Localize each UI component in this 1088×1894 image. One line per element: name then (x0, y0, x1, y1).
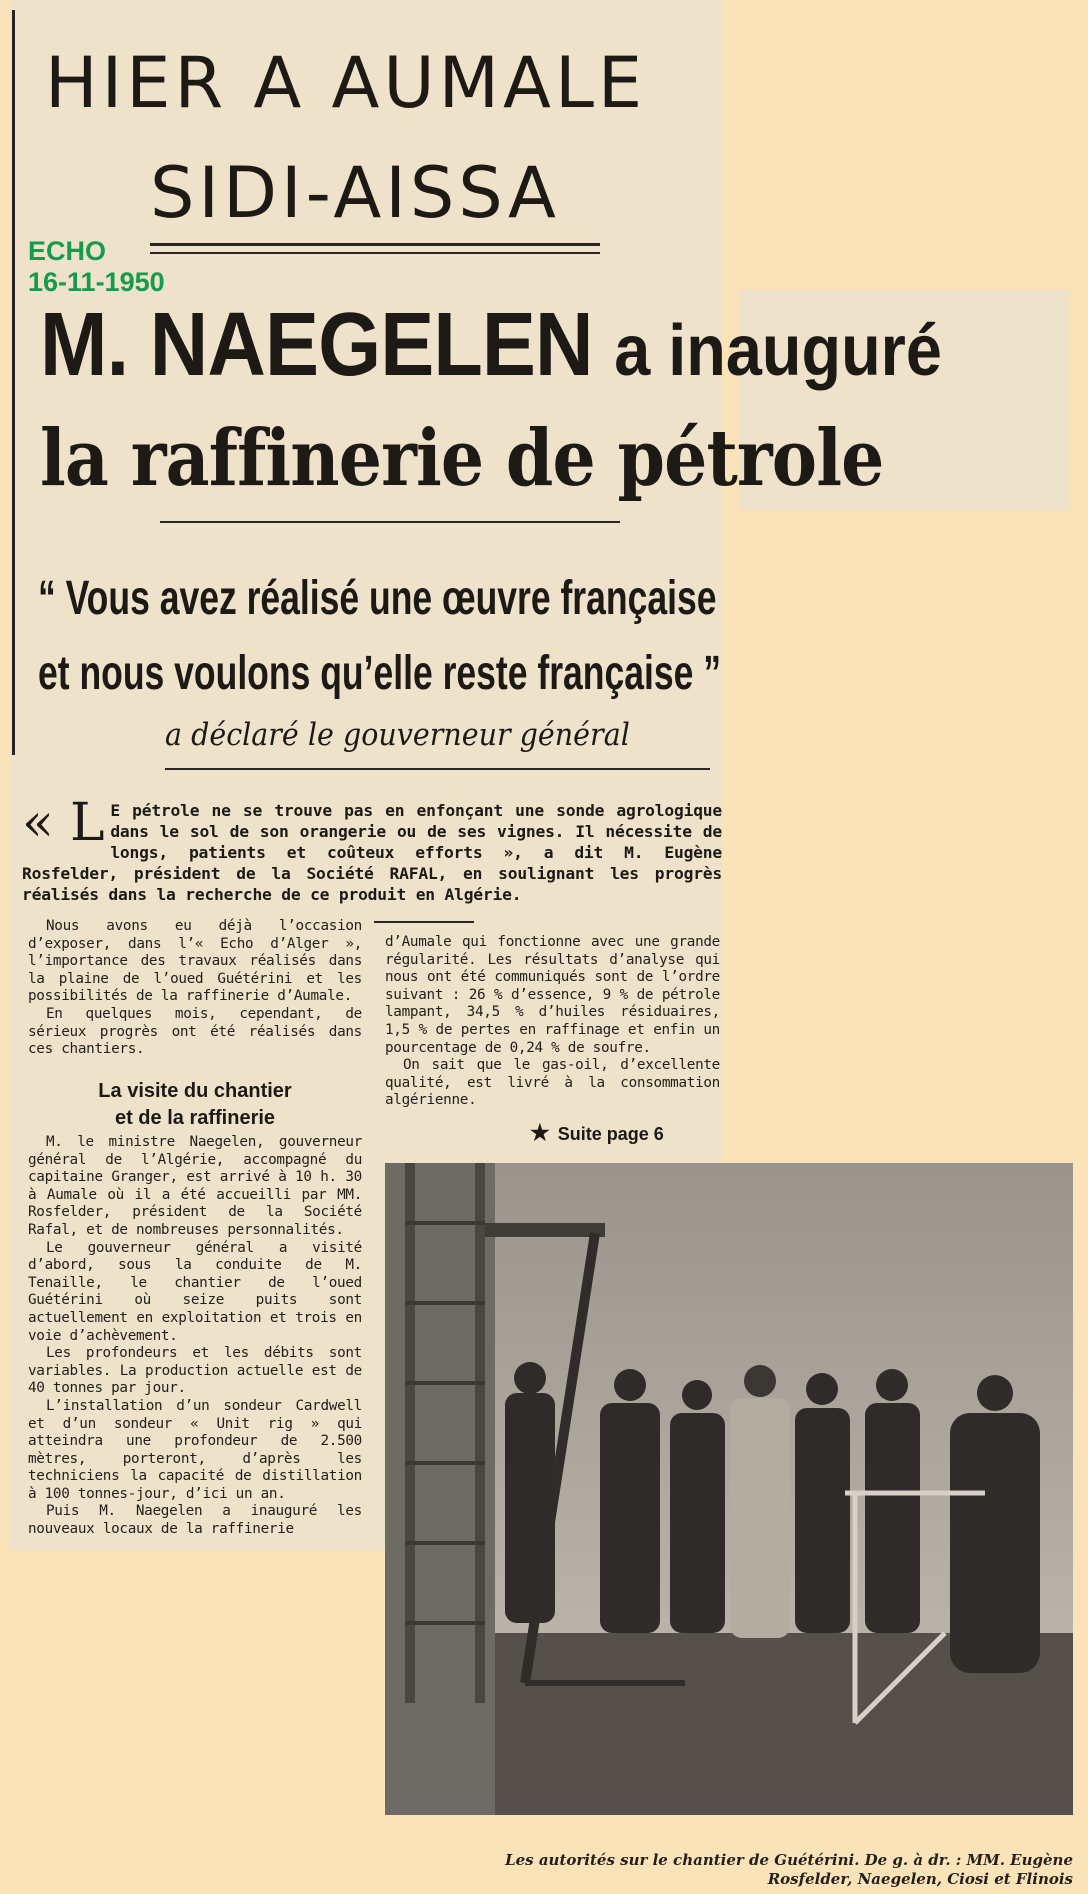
photo-illustration (385, 1163, 1073, 1815)
body-paragraph: Les profondeurs et les débits sont variables. La production actuelle est de 40 tonnes par jour. (28, 1345, 362, 1397)
body-paragraph: En quelques mois, cependant, de sérieux progrès ont été réalisés dans ces chantiers. (28, 1005, 362, 1058)
photo-caption-line-1: Les autorités sur le chantier de Guétérini. De g. à dr. : MM. Eugène (505, 1851, 1073, 1869)
body-paragraph: d’Aumale qui fonctionne avec une grande régularité. Les résultats d’analyse qui nous ont été communiqués sont de l’ordre suivant : 26 % d’essence, 9 % de pétrole lampant, 34,5 % d’huiles résiduaires, 1,5 % de pertes en raffinage et enfin un pourcentage de 0,24 % de soufre. (385, 934, 720, 1056)
main-headline-name: M. NAEGELEN (40, 295, 593, 395)
stamp-date: 16-11-1950 (28, 267, 165, 297)
main-headline-verb: a inauguré (614, 311, 942, 391)
column-rule (374, 921, 474, 923)
news-photo (385, 1163, 1073, 1815)
star-icon: ★ (530, 1120, 550, 1145)
lead-drop-cap (22, 793, 105, 853)
photo-caption-line-2: Rosfelder, Naegelen, Ciosi et Flinois (767, 1870, 1073, 1888)
lead-paragraph (22, 793, 722, 905)
source-stamp (28, 236, 165, 298)
headline-underline (160, 521, 620, 523)
section-subhead-line-1: La visite du chantier (98, 1080, 292, 1102)
main-headline (40, 295, 976, 395)
body-column-left-top (28, 918, 362, 1059)
body-paragraph: M. le ministre Naegelen, gouverneur général de l’Algérie, accompagné du capitaine Granger, est arrivé à 10 h. 30 à Aumale où il a été accueilli par MM. Rosfelder, président de la Société Rafal, et de nombreuses personnalités. (28, 1134, 362, 1238)
quote-line-1: “ Vous avez réalisé une œuvre française (38, 572, 717, 625)
kicker-line-2: SIDI-AISSA (150, 152, 560, 234)
margin-rule (12, 10, 15, 755)
body-column-left-bottom (28, 1134, 362, 1539)
body-paragraph: Nous avons eu déjà l’occasion d’exposer, dans l’« Echo d’Alger », l’importance des travaux réalisés dans la plaine de l’oued Guétérini et les possibilités de la raffinerie d’Aumale. (28, 918, 362, 1005)
stamp-source: ECHO (28, 236, 107, 266)
body-column-right (385, 934, 720, 1110)
continued-notice (530, 1120, 730, 1146)
headline-divider (150, 243, 600, 254)
quote-attribution: a déclaré le gouverneur général (165, 717, 630, 753)
quote-line-2: et nous voulons qu’elle reste française ” (38, 647, 721, 700)
body-paragraph: Puis M. Naegelen a inauguré les nouveaux locaux de la raffinerie (28, 1503, 362, 1538)
body-paragraph: Le gouverneur général a visité d’abord, sous la conduite de M. Tenaille, le chantier de l’oued Guétérini où seize puits sont actuellement en exploitation et trois en voie d’achèvement. (28, 1239, 362, 1344)
section-subhead-line-2: et de la raffinerie (114, 1107, 276, 1129)
lead-text: E pétrole ne se trouve pas en enfonçant une sonde agrologique dans le sol de son orangerie ou de ses vignes. Il nécessite de longs, patients et coûteux efforts », a dit M. Eugène Rosfelder, président de la Société RAFAL, en soulignant les progrès réalisés dans la recherche de ce produit en Algérie. (22, 801, 722, 904)
body-paragraph: L’installation d’un sondeur Cardwell et d’un sondeur « Unit rig » qui atteindra une profondeur de 2.500 mètres, porteront, d’après les techniciens la capacité de distillation à 100 tonnes-jour, d’ici un an. (28, 1397, 362, 1502)
continued-text: Suite page 6 (557, 1124, 664, 1144)
lead-initial: L (69, 793, 105, 853)
main-headline-line-2: la raffinerie de pétrole (40, 413, 884, 504)
attribution-rule (165, 768, 710, 770)
body-paragraph: On sait que le gas-oil, d’excellente qualité, est livré à la consommation algérienne. (385, 1057, 720, 1109)
lead-open-quote: « (22, 793, 54, 853)
kicker-line-1: HIER A AUMALE (45, 42, 647, 124)
